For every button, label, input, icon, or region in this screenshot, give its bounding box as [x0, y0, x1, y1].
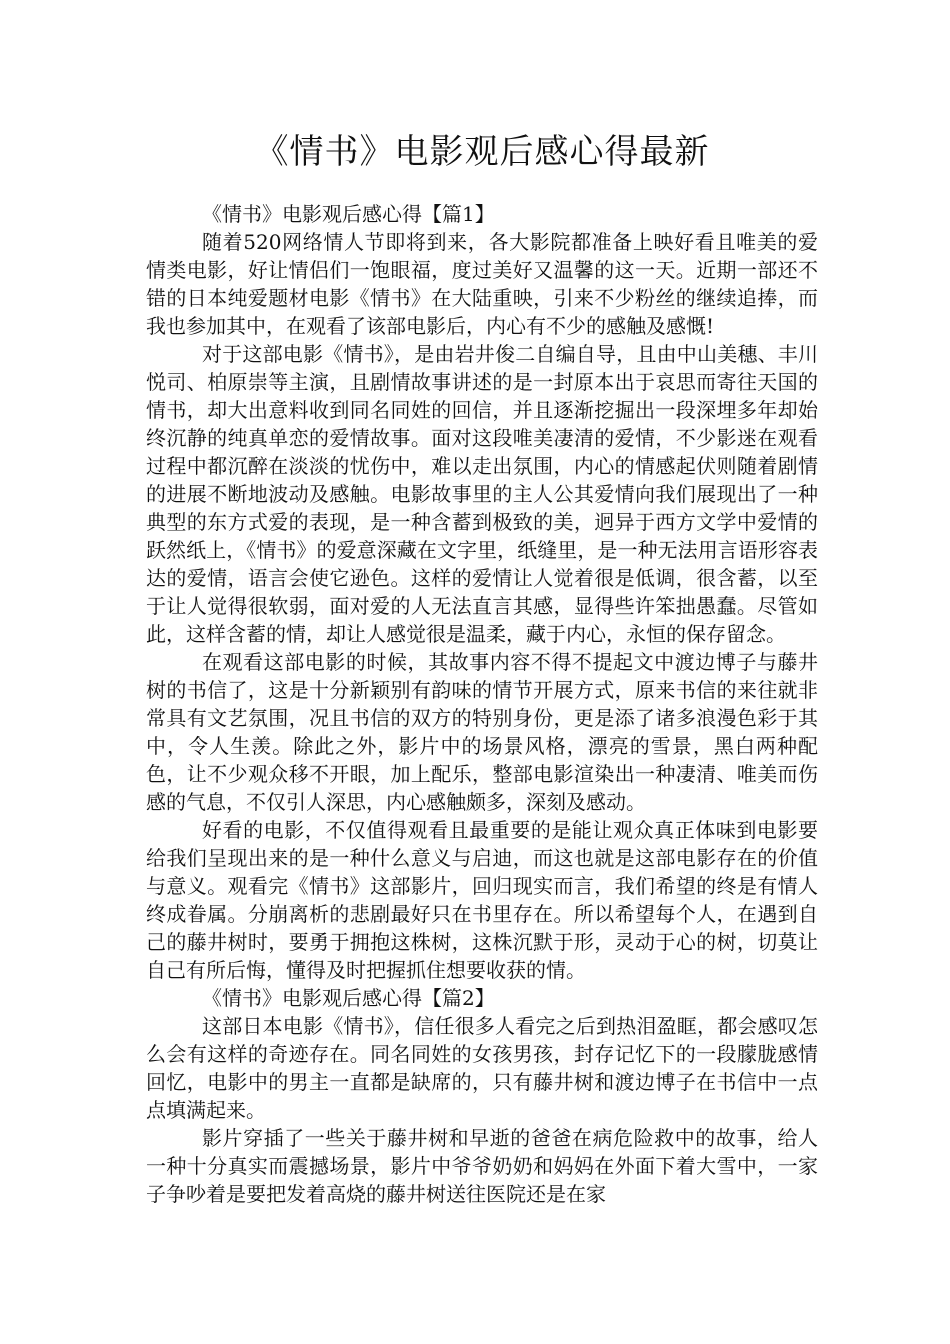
- section-2: [146, 984, 818, 1208]
- section-1: [146, 200, 818, 984]
- paragraph: 对于这部电影《情书》，是由岩井俊二自编自导，且由中山美穗、丰川悦司、柏原崇等主演，且剧情故事讲述的是一封原本出于哀思而寄往天国的情书，却大出意料收到同名同姓的回信，并且逐渐挖掘出一段深埋多年却始终沉静的纯真单恋的爱情故事。面对这段唯美凄清的爱情，不少影迷在观看过程中都沉醉在淡淡的忧伤中，难以走出氛围，内心的情感起伏则随着剧情的进展不断地波动及感触。电影故事里的主人公其爱情向我们展现出了一种典型的东方式爱的表现，是一种含蓄到极致的美，迥异于西方文学中爱情的跃然纸上，《情书》的爱意深藏在文字里，纸缝里，是一种无法用言语形容表达的爱情，语言会使它逊色。这样的爱情让人觉着很是低调，很含蓄，以至于让人觉得很软弱，面对爱的人无法直言其感，显得些许笨拙愚蠢。尽管如此，这样含蓄的情，却让人感觉很是温柔，藏于内心，永恒的保存留念。: [146, 342, 818, 646]
- paragraph: 好看的电影，不仅值得观看且最重要的是能让观众真正体味到电影要给我们呈现出来的是一种什么意义与启迪，而这也就是这部电影存在的价值与意义。观看完《情书》这部影片，回归现实而言，我们希望的终是有情人终成眷属。分崩离析的悲剧最好只在书里存在。所以希望每个人，在遇到自己的藤井树时，要勇于拥抱这株树，这株沉默于形，灵动于心的树，切莫让自己有所后悔，懂得及时把握抓住想要收获的情。: [146, 818, 818, 982]
- paragraph: 这部日本电影《情书》，信任很多人看完之后到热泪盈眶，都会感叹怎么会有这样的奇迹存在。同名同姓的女孩男孩，封存记忆下的一段朦胧感情回忆，电影中的男主一直都是缺席的，只有藤井树和渡边博子在书信中一点点填满起来。: [146, 1014, 818, 1122]
- document-page: [146, 128, 818, 1208]
- paragraph: 影片穿插了一些关于藤井树和早逝的爸爸在病危险救中的故事，给人一种十分真实而震撼场景，影片中爷爷奶奶和妈妈在外面下着大雪中，一家子争吵着是要把发着高烧的藤井树送往医院还是在家: [146, 1126, 818, 1206]
- document-title: 《情书》电影观后感心得最新: [254, 132, 710, 172]
- section-heading: 《情书》电影观后感心得【篇2】: [202, 986, 495, 1010]
- paragraph: 随着520网络情人节即将到来，各大影院都准备上映好看且唯美的爱情类电影，好让情侣们一饱眼福，度过美好又温馨的这一天。近期一部还不错的日本纯爱题材电影《情书》在大陆重映，引来不少粉丝的继续追捧，而我也参加其中，在观看了该部电影后，内心有不少的感触及感慨!: [146, 230, 818, 338]
- section-heading: 《情书》电影观后感心得【篇1】: [202, 202, 495, 226]
- paragraph: 在观看这部电影的时候，其故事内容不得不提起文中渡边博子与藤井树的书信了，这是十分新颖别有韵味的情节开展方式，原来书信的来往就非常具有文艺氛围，况且书信的双方的特别身份，更是添了诸多浪漫色彩于其中，令人生羡。除此之外，影片中的场景风格，漂亮的雪景，黑白两种配色，让不少观众移不开眼，加上配乐，整部电影渲染出一种凄清、唯美而伤感的气息，不仅引人深思，内心感触颇多，深刻及感动。: [146, 650, 818, 814]
